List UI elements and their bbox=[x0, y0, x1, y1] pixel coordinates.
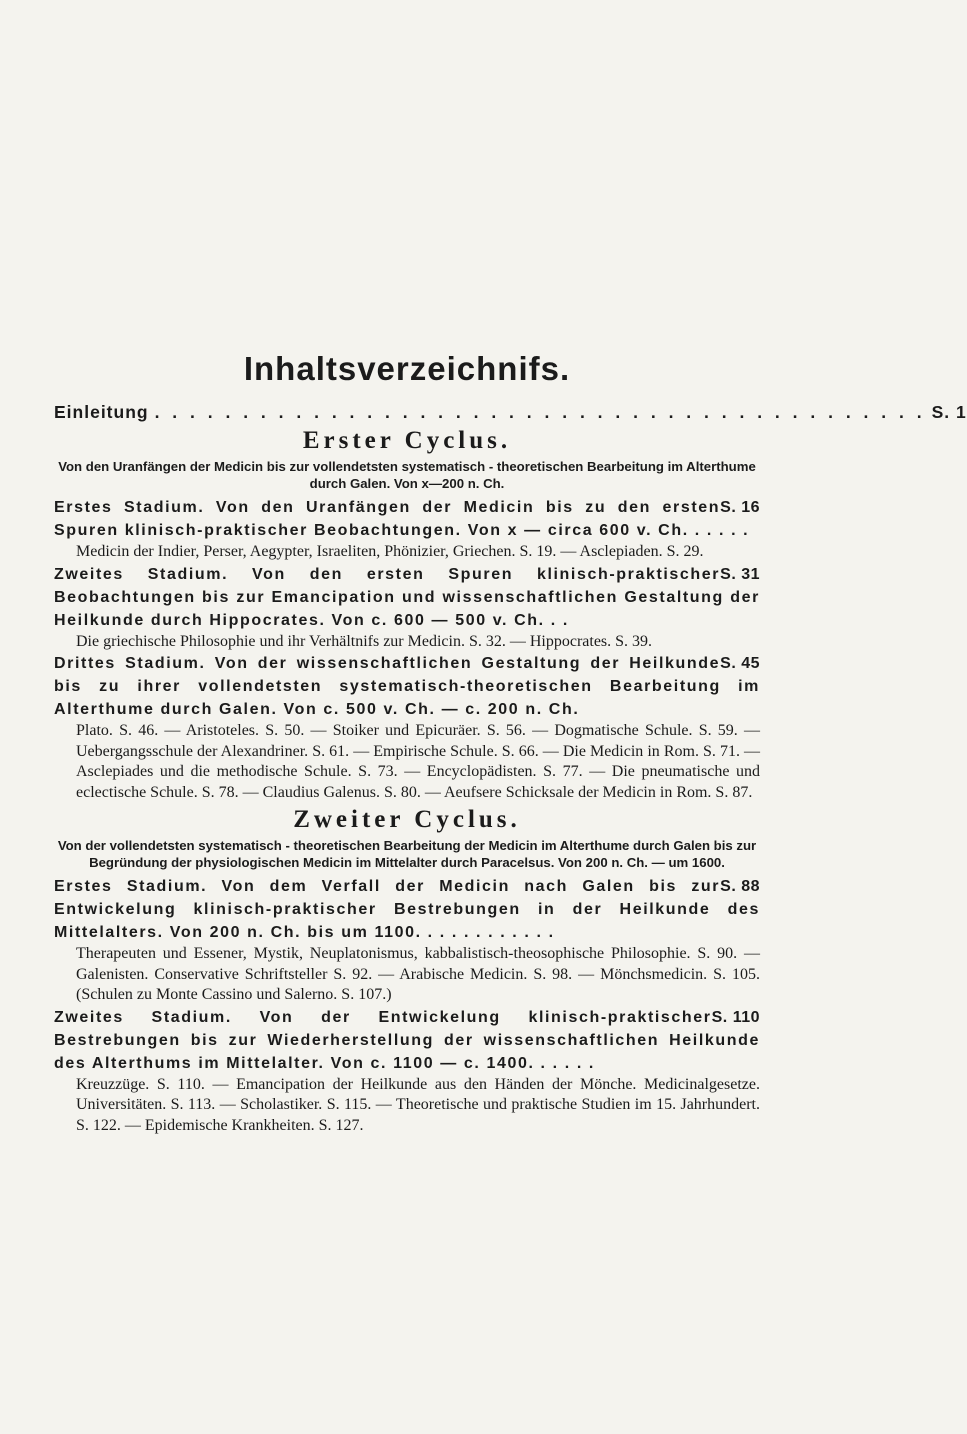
stage-contents: Die griechische Philosophie und ihr Verhältnifs zur Medicin. S. 32. — Hippocrates. S. 39. bbox=[76, 632, 653, 650]
stage-heading bbox=[54, 652, 760, 721]
stage-page: S. 16 bbox=[720, 499, 760, 516]
stage-page: S. 31 bbox=[720, 565, 760, 583]
stage-contents: Kreuzzüge. S. 110. — Emancipation der Heilkunde aus den Händen der Mönche. Medicinalgesetze. Universitäten. S. 113. — Scholastiker. S. 115. — Theoretische und praktische Studien im 15. Jahrhundert. S. 122. — Epidemische Krankheiten. S. 127. bbox=[76, 1075, 760, 1134]
cycle-heading: Zweiter Cyclus. bbox=[293, 806, 521, 833]
stage-contents: Therapeuten und Essener, Mystik, Neuplatonismus, kabbalistisch-theosophische Philosophie. S. 90. — Galenisten. Conservative Schriftsteller S. 92. — Arabische Medicin. S. 98. — Mönchsmedicin. S. 105. (Schulen zu Monte Cassino und Salerno. S. 107.) bbox=[76, 945, 760, 1003]
introduction-label: Einleitung bbox=[54, 402, 149, 422]
cycle-heading: Erster Cyclus. bbox=[302, 427, 512, 454]
stage-heading bbox=[54, 496, 760, 542]
stage-contents: Medicin der Indier, Perser, Aegypter, Israeliten, Phönizier, Griechen. S. 19. — Asclepiaden. S. 29. bbox=[76, 543, 704, 560]
stage-heading-text: Erstes Stadium. Von den Uranfängen der Medicin bis zu den ersten Spuren klinisch-praktischer Beobachtungen. Von x — circa 600 v. Ch. . . . . . bbox=[54, 499, 750, 539]
introduction-page: S. 1 bbox=[931, 402, 967, 422]
stage-heading bbox=[54, 563, 760, 632]
stage-heading bbox=[54, 875, 760, 944]
stage-heading-text: Drittes Stadium. Von der wissenschaftlichen Gestaltung der Heilkunde bis zu ihrer vollendetsten systematisch-theoretischen Bearbeitung im Alterthume durch Galen. Von c. 500 v. Ch. — c. 200 n. Ch. bbox=[54, 655, 760, 718]
stage-page: S. 110 bbox=[711, 1008, 760, 1026]
toc-entry-stage bbox=[54, 875, 760, 1006]
stage-contents: Plato. S. 46. — Aristoteles. S. 50. — Stoiker und Epicuräer. S. 56. — Dogmatische Schule. S. 59. — Uebergangsschule der Alexandriner. S. 61. — Empirische Schule. S. 66. — Die Medicin in Rom. S. 71. — Asclepiades und die methodische Schule. S. 73. — Encyclopädisten. S. 77. — Die pneumatische und eclectische Schule. S. 78. — Claudius Galenus. S. 80. — Aeufsere Schicksale der Medicin in Rom. S. 87. bbox=[76, 722, 760, 801]
toc-entry-introduction bbox=[54, 400, 967, 424]
toc-entry-stage bbox=[54, 652, 760, 803]
toc-entry-stage bbox=[54, 563, 760, 653]
toc-entry-stage bbox=[54, 1006, 760, 1137]
stage-heading-text: Zweites Stadium. Von den ersten Spuren klinisch-praktischer Beobachtungen bis zur Emancipation und wissenschaftlichen Gestaltung der Heilkunde durch Hippocrates. Von c. 600 — 500 v. Ch. . . bbox=[54, 565, 760, 629]
cycle-1 bbox=[54, 426, 760, 803]
page-title: Inhaltsverzeichnifs. bbox=[243, 350, 571, 387]
stage-heading-text: Erstes Stadium. Von dem Verfall der Medicin nach Galen bis zur Entwickelung klinisch-praktischer Bestrebungen in der Heilkunde des Mittelalters. Von 200 n. Ch. bis um 1100. . . . . . . . . . . . bbox=[54, 878, 760, 941]
stage-heading-text: Zweites Stadium. Von der Entwickelung klinisch-praktischer Bestrebungen bis zur Wiederherstellung der wissenschaftlichen Heilkunde des Alterthums im Mittelalter. Von c. 1100 — c. 1400. . . . . . bbox=[54, 1008, 760, 1072]
stage-page: S. 88 bbox=[720, 878, 760, 895]
dot-leader: . . . . . . . . . . . . . . . . . . . . . . . . . . . . . . . . . . . . . . . . . . . . bbox=[154, 402, 926, 422]
toc-entry-stage bbox=[54, 496, 760, 563]
stage-page: S. 45 bbox=[720, 655, 760, 672]
cycle-subtitle: Von der vollendetsten systematisch - theoretischen Bearbeitung der Medicin im Alterthume durch Galen bis zur Begründung der physiologischen Medicin im Mittelalter durch Paracelsus. Von 200 n. Ch. — um 1600. bbox=[57, 838, 757, 870]
cycle-2 bbox=[54, 805, 760, 1136]
cycle-subtitle: Von den Uranfängen der Medicin bis zur vollendetsten systematisch - theoretischen Bearbeitung im Alterthume durch Galen. Von x—200 n. Ch. bbox=[58, 459, 756, 491]
stage-heading bbox=[54, 1006, 760, 1075]
